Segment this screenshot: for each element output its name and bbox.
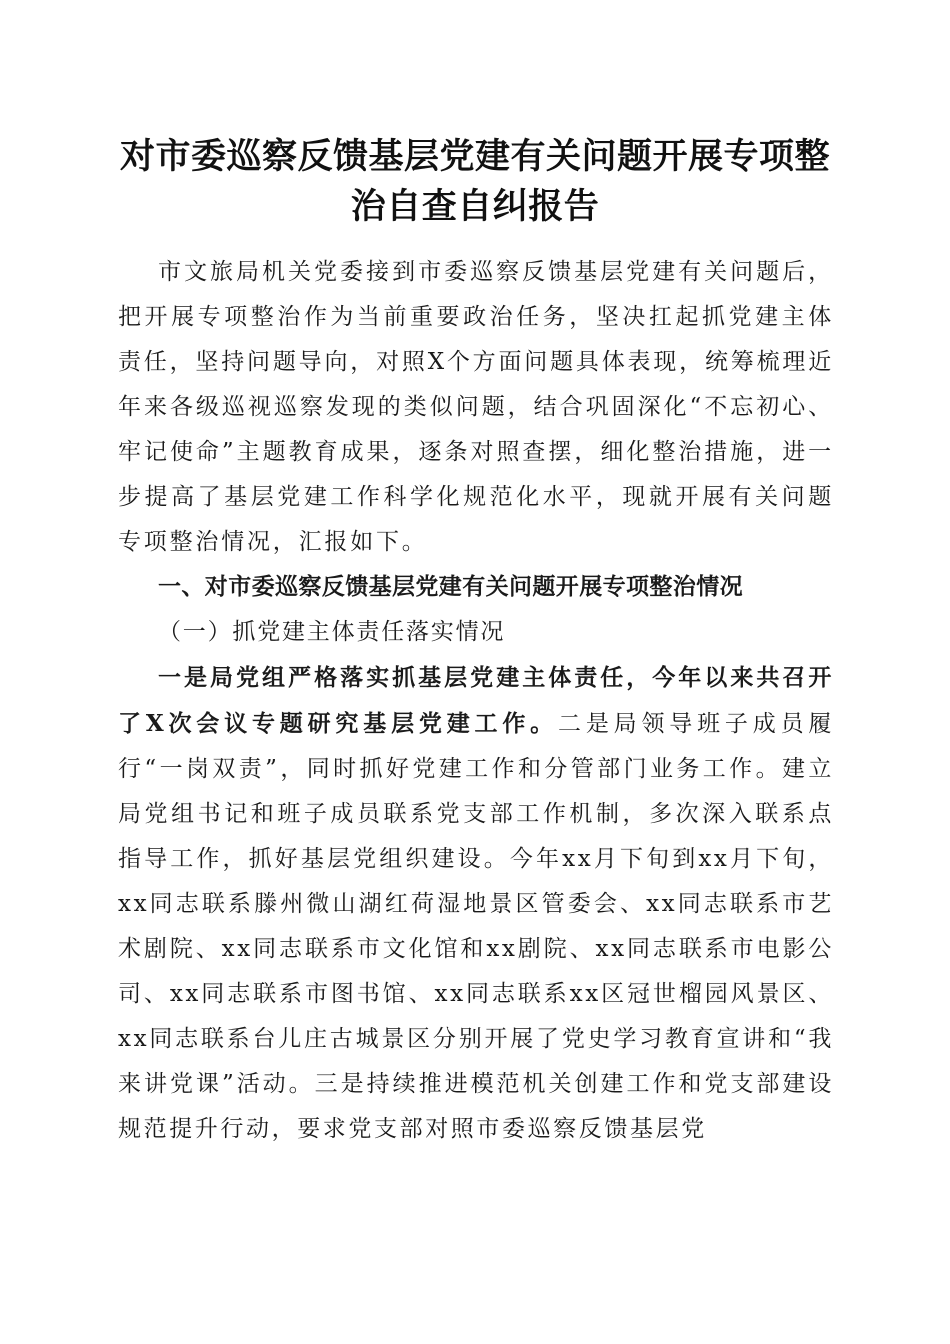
point-two-text: 二是局领导班子成员履行“一岗双责”，同时抓好党建工作和分管部门业务工作。建立局党组书记和班子成员联系党支部工作机制，多次深入联系点指导工作，抓好基层党组织建设。今年xx月下旬到xx月下旬，xx同志联系滕州微山湖红荷湿地景区管委会、xx同志联系市艺术剧院、xx同志联系市文化馆和xx剧院、xx同志联系市电影公司、xx同志联系市图书馆、xx同志联系xx区冠世榴园风景区、xx同志联系台儿庄古城景区分别开展了党史学习教育宣讲和“我来讲党课”活动。	[118, 711, 834, 1097]
subsection-heading: （一）抓党建主体责任落实情况	[158, 619, 506, 645]
section-heading: 一、对市委巡察反馈基层党建有关问题开展专项整治情况	[158, 574, 743, 600]
document-title: 对市委巡察反馈基层党建有关问题开展专项整治自查自纠报告	[119, 136, 830, 227]
point-three-text: 三是持续推进模范机关创建工作和党支部建设规范提升行动，要求党支部对照市委巡察反馈基层党	[118, 1071, 835, 1142]
point-one-text: 一是局党组严格落实抓基层党建主体责任，今年以来共召开了X次会议专题研究基层党建工作。	[118, 664, 834, 737]
subsection-paragraph	[118, 655, 834, 1152]
document-body	[118, 250, 834, 1152]
intro-paragraph: 市文旅局机关党委接到市委巡察反馈基层党建有关问题后，把开展专项整治作为当前重要政治任务，坚决扛起抓党建主体责任，坚持问题导向，对照X个方面问题具体表现，统筹梳理近年来各级巡视巡察发现的类似问题，结合巩固深化“不忘初心、牢记使命”主题教育成果，逐条对照查摆，细化整治措施，进一步提高了基层党建工作科学化规范化水平，现就开展有关问题专项整治情况，汇报如下。	[118, 259, 834, 555]
